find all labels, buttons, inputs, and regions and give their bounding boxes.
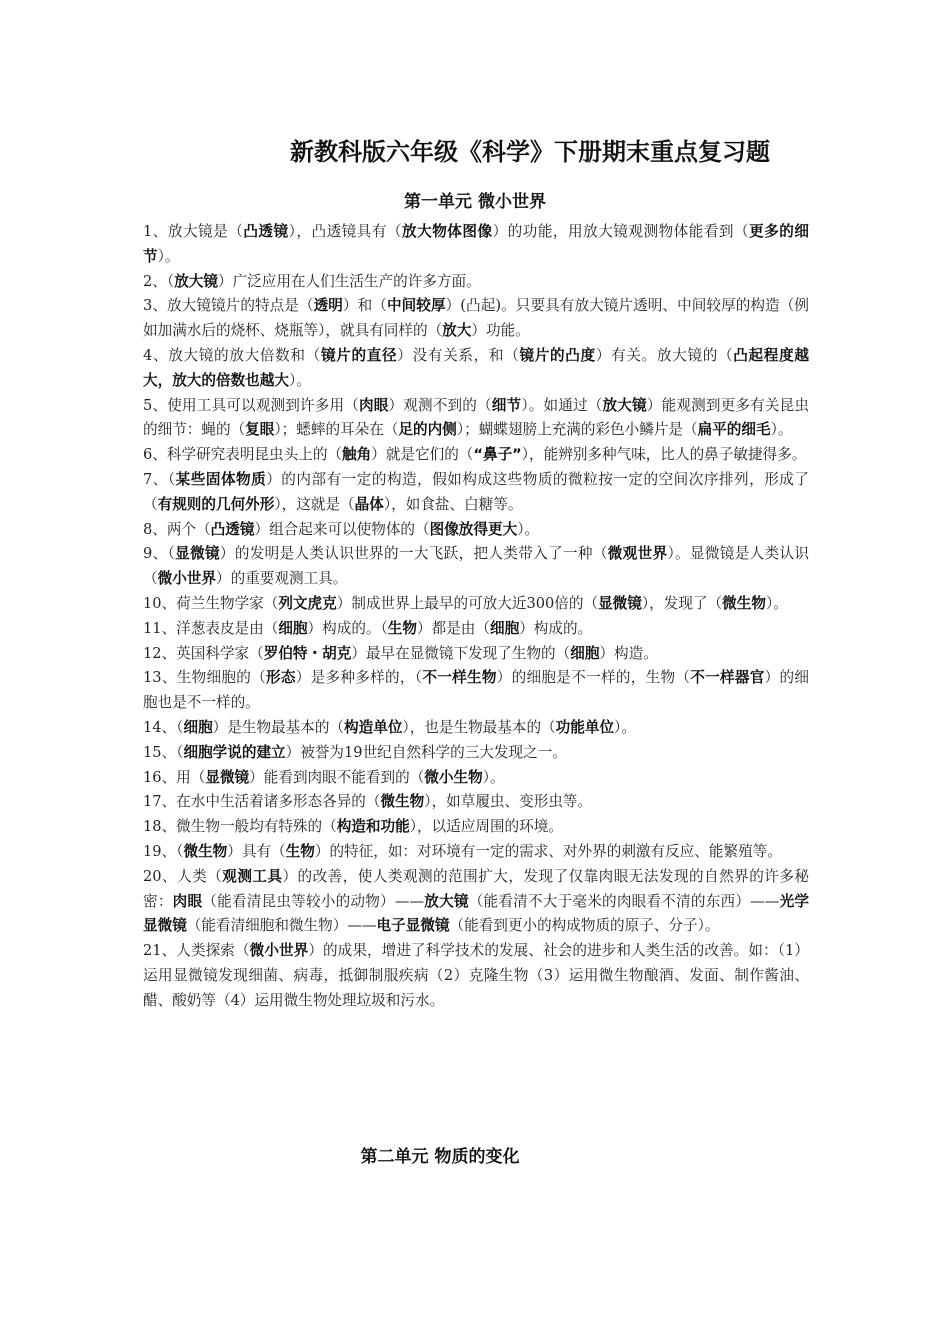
question-item — [143, 344, 809, 394]
question-text: 2、（ — [143, 272, 175, 290]
question-text: ）制成世界上最早的可放大近300倍的（ — [336, 594, 599, 612]
question-text: 20、人类（ — [143, 867, 223, 885]
question-item — [143, 518, 809, 543]
question-text: ）具有（ — [227, 842, 286, 860]
answer-keyword: 放大镜 — [174, 272, 218, 290]
question-text: ）和（ — [342, 297, 387, 315]
question-text: （能看到更小的构成物质的原子、分子）。 — [449, 917, 720, 935]
question-text: 7、（ — [143, 470, 176, 488]
question-item — [143, 220, 809, 270]
answer-keyword: 微生物 — [380, 793, 425, 811]
answer-keyword: 构造单位 — [344, 718, 403, 736]
question-item — [143, 642, 809, 667]
question-text: ）。 — [517, 520, 540, 538]
question-text: ）。如通过（ — [521, 396, 603, 414]
answer-keyword: 放大物体图像 — [402, 223, 493, 240]
question-item — [143, 716, 809, 741]
answer-keyword: 晶体 — [354, 495, 384, 513]
answer-keyword: 肉眼 — [172, 892, 203, 910]
answer-keyword: 透明 — [313, 297, 343, 315]
answer-keyword: 形态 — [266, 669, 296, 687]
answer-keyword: 微小生物 — [424, 768, 483, 786]
answer-keyword: 凸透镜 — [210, 520, 255, 538]
question-text: ），这就是（ — [274, 495, 355, 513]
question-text: ）能观测到更多有关昆虫的细节：蝇的（ — [143, 396, 809, 439]
question-text: ）。 — [765, 594, 788, 612]
question-item — [143, 592, 809, 617]
question-text: ）构成的。 — [519, 619, 593, 637]
question-text: ），如食盐、白糖等。 — [383, 495, 523, 513]
question-text: ），能辨别多种气味，比人的鼻子敏捷得多。 — [521, 446, 807, 464]
answer-keyword: 复眼 — [245, 421, 275, 439]
question-text: ）是生物最基本的（ — [212, 718, 345, 736]
question-text: 12、英国科学家（ — [143, 644, 264, 662]
question-text: 19、（ — [143, 842, 184, 860]
answer-keyword: 镜片的凸度 — [519, 346, 596, 364]
question-item — [143, 294, 809, 344]
question-text: ）(凸起)。只要具有放大镜片透明、中间较厚的构造（例如加满水后的烧杯、烧瓶等），就具有同样的（ — [143, 297, 809, 340]
answer-keyword: 列文虎克 — [278, 594, 337, 612]
answer-keyword: 细胞 — [570, 644, 600, 662]
question-text: 21、人类探索（ — [143, 942, 250, 960]
question-text: ）的细胞也是不一样的。 — [143, 669, 809, 712]
question-text: ）是多种多样的，（ — [295, 669, 423, 687]
question-item — [143, 741, 809, 766]
unit-1-heading: 第一单元 微小世界 — [404, 192, 546, 212]
answer-keyword: 不一样生物 — [422, 669, 497, 687]
question-text: ）观测不到的（ — [388, 396, 492, 414]
question-text: ）的发明是人类认识世界的一大飞跃，把人类带入了一种（ — [219, 545, 608, 563]
question-text: ）功能。 — [471, 322, 530, 340]
answer-keyword: 镜片的直径 — [320, 346, 398, 364]
answer-keyword: 显微镜 — [205, 768, 250, 786]
question-text: ）。显微镜是人类认识（ — [143, 545, 809, 588]
question-text: ）。 — [288, 371, 311, 389]
question-text: 16、用（ — [143, 768, 206, 786]
question-text: ）就是它们的（ — [371, 446, 474, 464]
answer-keyword: 细胞 — [278, 619, 308, 637]
question-text: ），如草履虫、变形虫等。 — [424, 793, 593, 811]
answer-keyword: 微小世界 — [249, 942, 309, 960]
question-text: 6、科学研究表明昆虫头上的（ — [143, 446, 343, 464]
question-item — [143, 394, 809, 444]
answer-keyword: 触角 — [342, 446, 372, 464]
answer-keyword: 微观世界 — [607, 545, 668, 563]
question-item — [143, 939, 809, 1013]
question-text: 17、在水中生活着诸多形态各异的（ — [143, 793, 381, 811]
question-item — [143, 815, 809, 840]
question-text: 8、两个（ — [143, 520, 211, 538]
answer-keyword: 凸透镜 — [243, 223, 289, 240]
question-text: ），发现了（ — [641, 594, 723, 612]
question-item — [143, 542, 809, 592]
question-item — [143, 468, 809, 518]
question-text: ），以适应周围的环境。 — [409, 818, 563, 836]
question-text: ）的成果，增进了科学技术的发展、社会的进步和人类生活的改善。如：（1）运用显微镜发现细菌、病毒，抵御制服疾病（2）克隆生物（3）运用微生物酿酒、发面、制作酱油、醋、酸奶等（4）运用微生物处理垃圾和污水。 — [143, 942, 809, 1009]
question-text: ）。 — [482, 768, 505, 786]
answer-keyword: 不一样器官 — [690, 669, 765, 687]
question-text: 14、（ — [143, 718, 184, 736]
question-item — [143, 443, 809, 468]
question-text: 9、（ — [143, 545, 176, 563]
answer-keyword: 放大镜 — [602, 396, 647, 414]
question-text: ）；蟋蟀的耳朵在（ — [274, 421, 399, 439]
answer-keyword: 光学显微镜 — [143, 892, 809, 935]
question-text: ）有关。放大镜的（ — [595, 346, 734, 364]
answer-keyword: 微小世界 — [157, 570, 216, 588]
question-text: 4、放大镜的放大倍数和（ — [143, 346, 321, 364]
answer-keyword: 有规则的几何外形 — [157, 495, 275, 513]
answer-keyword: 细胞学说的建立 — [183, 743, 286, 761]
question-text: ）。 — [614, 718, 636, 736]
answer-keyword: 微生物 — [722, 594, 766, 612]
question-text: ）；蝴蝶翅膀上充满的彩色小鳞片是（ — [456, 421, 698, 439]
answer-keyword: 生物 — [285, 842, 315, 860]
question-text: 13、生物细胞的（ — [143, 669, 267, 687]
question-text: 3、放大镜镜片的特点是（ — [143, 297, 314, 315]
answer-keyword: 功能单位 — [555, 718, 615, 736]
question-text: ）被誉为19世纪自然科学的三大发现之一。 — [285, 743, 567, 761]
question-text: ）。 — [770, 421, 793, 439]
question-text: ）的内部有一定的构造，假如构成这些物质的微粒按一定的空间次序排列，形成了（ — [143, 470, 809, 513]
answer-keyword: 图像放得更大 — [429, 520, 518, 538]
question-text: ），凸透镜具有（ — [288, 223, 403, 240]
answer-keyword: “鼻子” — [473, 446, 522, 464]
question-text: 15、（ — [143, 743, 184, 761]
question-text: ）没有关系，和（ — [397, 346, 520, 364]
question-text: 11、洋葱表皮是由（ — [143, 619, 279, 637]
question-item — [143, 617, 809, 642]
question-text: ）构成的。（ — [307, 619, 388, 637]
answer-keyword: 罗伯特・胡克 — [263, 644, 352, 662]
question-text: ）的细胞是不一样的，生物（ — [496, 669, 691, 687]
question-list — [143, 220, 809, 1014]
answer-keyword: 观测工具 — [222, 867, 283, 885]
question-text: ）组合起来可以使物体的（ — [254, 520, 430, 538]
question-text: ）构造。 — [599, 644, 658, 662]
question-text: 1、放大镜是（ — [143, 223, 244, 240]
question-item — [143, 840, 809, 865]
question-text: ）的重要观测工具。 — [216, 570, 348, 588]
answer-keyword: 更多的细节 — [143, 223, 809, 265]
question-text: （能看清细胞和微生物）—— — [186, 917, 377, 935]
answer-keyword: 显微镜 — [598, 594, 642, 612]
question-text: ）的改善，使人类观测的范围扩大，发现了仅靠肉眼无法发现的自然界的许多秘密： — [143, 867, 809, 910]
question-text: ），也是生物最基本的（ — [402, 718, 556, 736]
answer-keyword: 肉眼 — [359, 396, 389, 414]
unit-2-heading: 第二单元 物质的变化 — [360, 1147, 520, 1167]
question-item — [143, 270, 809, 295]
question-text: 10、荷兰生物学家（ — [143, 594, 279, 612]
answer-keyword: 某些固体物质 — [175, 470, 267, 488]
answer-keyword: 构造和功能 — [336, 818, 410, 836]
answer-keyword: 扁平的细毛 — [697, 421, 771, 439]
question-text: 18、微生物一般均有特殊的（ — [143, 818, 337, 836]
answer-keyword: 微生物 — [183, 842, 228, 860]
question-text: ）能看到肉眼不能看到的（ — [249, 768, 425, 786]
document-title: 新教科版六年级《科学》下册期末重点复习题 — [290, 138, 770, 166]
question-text: （能看清不大于毫米的肉眼看不清的东西）—— — [468, 892, 780, 910]
question-text: ）最早在显微镜下发现了生物的（ — [351, 644, 571, 662]
question-item — [143, 766, 809, 791]
question-item — [143, 790, 809, 815]
answer-keyword: 生物 — [387, 619, 417, 637]
answer-keyword: 细胞 — [183, 718, 213, 736]
question-item — [143, 666, 809, 716]
answer-keyword: 电子显微镜 — [376, 917, 450, 935]
question-text: ）广泛应用在人们生活生产的许多方面。 — [217, 272, 481, 290]
answer-keyword: 中间较厚 — [386, 297, 446, 315]
question-text: （能看清昆虫等较小的动物）—— — [202, 892, 425, 910]
question-text: ）都是由（ — [417, 619, 490, 637]
question-text: ）的特征，如：对环境有一定的需求、对外界的刺激有反应、能繁殖等。 — [314, 842, 782, 860]
answer-keyword: 足的内侧 — [398, 421, 457, 439]
question-item — [143, 865, 809, 939]
question-text: ）的功能，用放大镜观测物体能看到（ — [492, 223, 750, 240]
answer-keyword: 细胞 — [489, 619, 520, 637]
question-text: ）。 — [157, 247, 180, 265]
answer-keyword: 细节 — [491, 396, 522, 414]
answer-keyword: 放大 — [442, 322, 472, 340]
question-text: 5、使用工具可以观测到许多用（ — [143, 396, 359, 414]
answer-keyword: 凸起程度越大，放大的倍数也越大 — [143, 346, 809, 389]
answer-keyword: 显微镜 — [175, 545, 220, 563]
answer-keyword: 放大镜 — [424, 892, 469, 910]
